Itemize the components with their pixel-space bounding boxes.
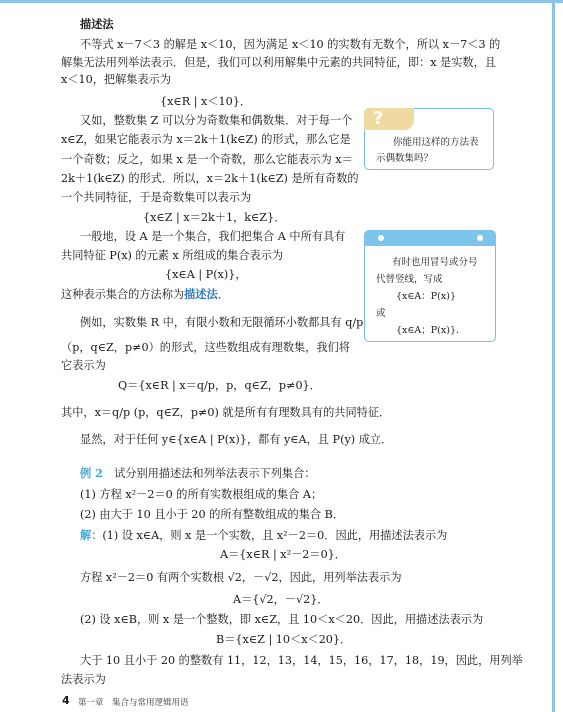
formula: A＝{x∈R | x²－2＝0}． xyxy=(220,548,346,561)
text-line: 它表示为 xyxy=(61,359,106,372)
text-fragment: 这种表示集合的方法称为 xyxy=(61,288,185,301)
text-line: 不等式 x－7＜3 的解是 x＜10，因为满足 x＜10 的实数有无数个，所以 x－7＜3 的 xyxy=(80,38,501,51)
formula: Q＝{x∈R | x＝q/p，p，q∈Z，p≠0}． xyxy=(118,379,321,392)
note-text: 有时也用冒号或分号 xyxy=(392,257,478,268)
chapter-title: 第一章 集合与常用逻辑用语 xyxy=(78,698,189,708)
formula: {x∈Z | x＝2k＋1，k∈Z}． xyxy=(143,211,286,224)
formula: {x∈R | x＜10}． xyxy=(160,95,252,108)
text-line: 显然，对于任何 y∈{x∈A | P(x)}，都有 y∈A，且 P(y) 成立． xyxy=(80,433,393,446)
text-line: (1) 方程 x²－2＝0 的所有实数根组成的集合 A； xyxy=(80,488,323,501)
text-line: 2k＋1(k∈Z) 的形式．所以，x＝2k＋1(k∈Z) 是所有奇数的 xyxy=(61,172,359,185)
text-line: x∈Z，如果它能表示为 x＝2k＋1(k∈Z) 的形式，那么它是 xyxy=(61,133,351,146)
text-fragment: ． xyxy=(217,288,229,301)
text-line: 法表示为 xyxy=(61,673,106,686)
text-line: (2) 由大于 10 且小于 20 的所有整数组成的集合 B． xyxy=(80,508,345,521)
note-formula: {x∈A：P(x)} xyxy=(396,291,457,302)
text-line: 例如，实数集 R 中，有限小数和无限循环小数都具有 q/p xyxy=(80,316,364,329)
text-line: (2) 设 x∈B，则 x 是一个整数，即 x∈Z，且 10＜x＜20．因此，用描述法表示为 xyxy=(80,613,484,626)
solution-line xyxy=(80,528,447,543)
note-formula: {x∈A；P(x)}． xyxy=(396,325,466,336)
text-line: 其中，x＝q/p (p，q∈Z，p≠0) 就是所有有理数具有的共同特征． xyxy=(61,406,391,419)
section-title: 描述法 xyxy=(80,17,114,31)
text-line: （p，q∈Z，p≠0）的形式，这些数组成有理数集，我们将 xyxy=(61,341,350,354)
note-text: 你能用这样的方法表 xyxy=(393,137,479,148)
text-line: 方程 x²－2＝0 有两个实数根 √2，－√2，因此，用列举法表示为 xyxy=(80,571,402,584)
term-highlight: 描述法 xyxy=(184,287,218,301)
note-tab xyxy=(364,230,496,246)
formula: B＝{x∈Z | 10＜x＜20}． xyxy=(216,633,352,646)
page-number: 4 xyxy=(62,694,70,707)
example-heading xyxy=(80,466,315,481)
formula: {x∈A | P(x)}， xyxy=(165,268,247,281)
note-text: 或 xyxy=(376,308,386,319)
text-line: 一个共同特征，于是奇数集可以表示为 xyxy=(61,191,252,204)
text-line: 又如，整数集 Z 可以分为奇数集和偶数集．对于每一个 xyxy=(80,114,353,127)
text-line: x＜10，把解集表示为 xyxy=(61,73,172,86)
text-fragment: (1) 设 x∈A，则 x 是一个实数，且 x²－2＝0．因此，用描述法表示为 xyxy=(102,529,448,542)
text-line: 共同特征 P(x) 的元素 x 所组成的集合表示为 xyxy=(61,249,284,262)
text-line: 解集无法用列举法表示．但是，我们可以利用解集中元素的共同特征，即：x 是实数，且 xyxy=(61,56,496,69)
solution-label: 解： xyxy=(80,528,103,542)
text-line: 一般地，设 A 是一个集合，我们把集合 A 中所有具有 xyxy=(80,230,346,243)
note-text: 示偶数集吗？ xyxy=(376,153,434,164)
example-label: 例 2 xyxy=(80,466,103,480)
question-icon: ? xyxy=(373,108,384,129)
text-line: 大于 10 且小于 20 的整数有 11，12，13，14，15，16，17，18，19，因此，用列举 xyxy=(80,654,523,667)
note-tab xyxy=(364,108,414,130)
formula: A＝{√2，－√2}． xyxy=(233,593,329,606)
text-line: 一个奇数；反之，如果 x 是一个奇数，那么它能表示为 x＝ xyxy=(61,153,353,166)
note-text: 代替竖线，写成 xyxy=(376,274,443,285)
example-text: 试分别用描述法和列举法表示下列集合： xyxy=(114,467,316,480)
definition-line xyxy=(61,287,229,302)
